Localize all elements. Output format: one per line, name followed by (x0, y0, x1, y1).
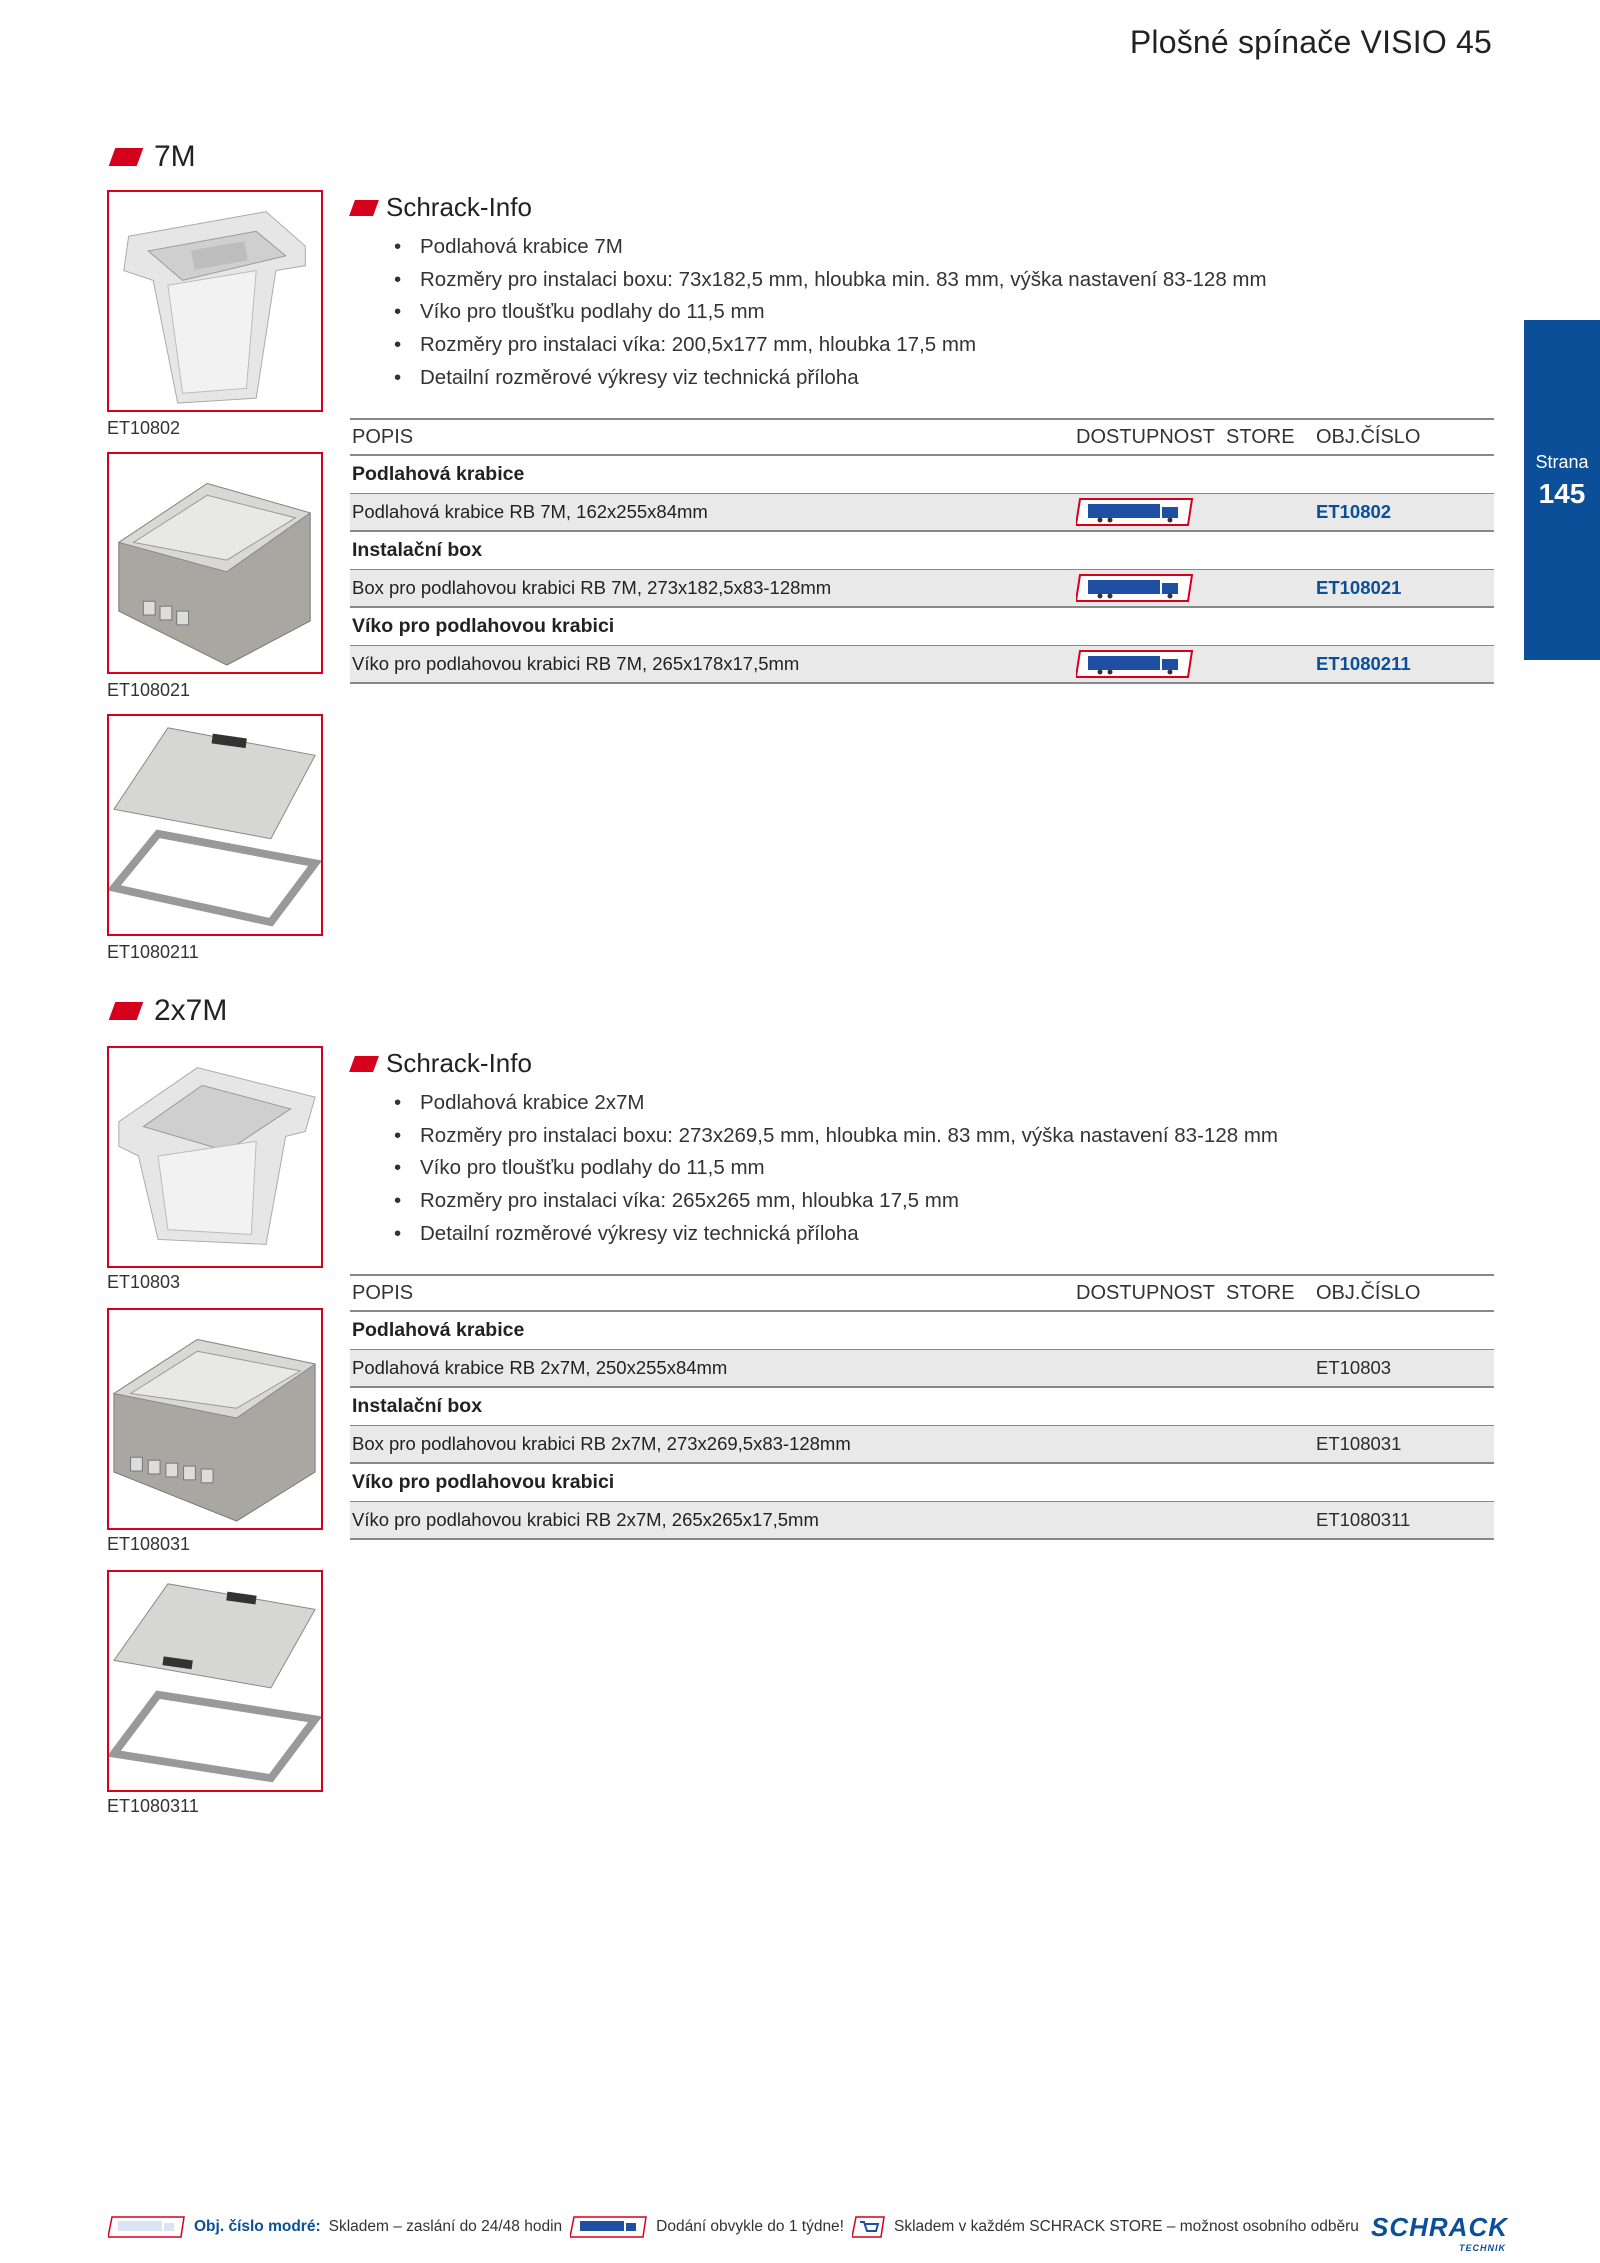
page-title: Plošné spínače VISIO 45 (1129, 24, 1492, 60)
logo-subtext: TECHNIK (1459, 2242, 1506, 2253)
info-title (352, 1048, 1492, 1079)
table-category-row (350, 1388, 1494, 1426)
category-label: Víko pro podlahovou krabici (352, 1471, 615, 1493)
col-header-store: STORE (1226, 1281, 1295, 1304)
info-bullet: • Detailní rozměrové výkresy viz technická příloha (394, 362, 1492, 395)
lid-image (109, 1572, 321, 1790)
info-title-text: Schrack-Info (386, 1048, 532, 1078)
info-bullet: • Rozměry pro instalaci víka: 265x265 mm, hloubka 17,5 mm (394, 1185, 1492, 1218)
product-image-floor-box[interactable] (107, 1046, 323, 1268)
product-image-label: ET10802 (107, 418, 181, 438)
delivery-truck-icon (570, 2215, 648, 2239)
info-bullet: • Rozměry pro instalaci víka: 200,5x177 mm, hloubka 17,5 mm (394, 329, 1492, 362)
info-bullets (394, 231, 1492, 395)
order-number-link[interactable]: ET10802 (1316, 501, 1392, 522)
page-footer (108, 2210, 1508, 2253)
col-header-dostupnost: DOSTUPNOST (1076, 1281, 1215, 1304)
product-image-installation-box[interactable] (107, 1308, 323, 1530)
logo-text: SCHRACK (1371, 2211, 1508, 2242)
red-marker-icon (349, 200, 379, 216)
table-row[interactable] (350, 1502, 1494, 1540)
footer-legend-stock: Skladem – zaslání do 24/48 hodin (328, 2218, 563, 2235)
order-number[interactable]: ET1080311 (1316, 1509, 1411, 1530)
category-label: Instalační box (352, 539, 483, 561)
row-description: Víko pro podlahovou krabici RB 2x7M, 265x265x17,5mm (352, 1509, 819, 1530)
section-title: 2x7M (154, 994, 228, 1027)
table-category-row (350, 532, 1494, 570)
table-row[interactable] (350, 646, 1494, 684)
info-bullet: • Rozměry pro instalaci boxu: 73x182,5 mm, hloubka min. 83 mm, výška nastavení 83-128 mm (394, 264, 1492, 297)
page-number-tab (1524, 320, 1600, 660)
col-header-popis: POPIS (352, 425, 414, 448)
footer-legend-label: Obj. číslo modré: (194, 2218, 321, 2235)
product-image-label: ET10803 (107, 1272, 181, 1292)
col-header-store: STORE (1226, 425, 1295, 448)
schrack-info-2x7m (352, 1048, 1492, 1251)
red-marker-icon (109, 1002, 144, 1020)
row-description: Podlahová krabice RB 7M, 162x255x84mm (352, 501, 708, 522)
delivery-truck-icon (1076, 573, 1194, 603)
footer-legend-delivery: Dodání obvykle do 1 týdne! (656, 2218, 844, 2235)
info-bullet: • Rozměry pro instalaci boxu: 273x269,5 mm, hloubka min. 83 mm, výška nastavení 83-128 mm (394, 1120, 1492, 1153)
table-header (350, 1274, 1494, 1312)
availability-cell (1076, 573, 1226, 603)
row-description: Box pro podlahovou krabici RB 2x7M, 273x269,5x83-128mm (352, 1433, 851, 1454)
delivery-truck-icon (1076, 649, 1194, 679)
info-title (352, 192, 1492, 223)
red-marker-icon (109, 148, 144, 166)
col-header-popis: POPIS (352, 1281, 414, 1304)
floor-box-image (109, 1048, 321, 1266)
info-bullet: • Podlahová krabice 7M (394, 231, 1492, 264)
product-table-7m (350, 418, 1494, 684)
row-description: Box pro podlahovou krabici RB 7M, 273x182,5x83-128mm (352, 577, 832, 598)
schrack-logo (1371, 2211, 1508, 2253)
product-image-floor-box[interactable] (107, 190, 323, 412)
col-header-obj: OBJ.ČÍSLO (1316, 1281, 1421, 1304)
table-header (350, 418, 1494, 456)
table-category-row (350, 1312, 1494, 1350)
product-image-label: ET108021 (107, 680, 191, 700)
lid-image (109, 716, 321, 934)
table-row[interactable] (350, 494, 1494, 532)
delivery-truck-icon (1076, 497, 1194, 527)
store-cart-icon (852, 2215, 886, 2239)
info-title-text: Schrack-Info (386, 192, 532, 222)
category-label: Podlahová krabice (352, 463, 525, 485)
table-row[interactable] (350, 570, 1494, 608)
product-image-label: ET1080311 (107, 1796, 199, 1816)
page-number: 145 (1538, 478, 1586, 509)
row-description: Podlahová krabice RB 2x7M, 250x255x84mm (352, 1357, 728, 1378)
product-image-installation-box[interactable] (107, 452, 323, 674)
product-table-2x7m (350, 1274, 1494, 1540)
stock-truck-icon (108, 2215, 186, 2239)
order-number-link[interactable]: ET1080211 (1316, 653, 1411, 674)
table-row[interactable] (350, 1426, 1494, 1464)
installation-box-image (109, 454, 321, 672)
info-bullet: • Podlahová krabice 2x7M (394, 1087, 1492, 1120)
footer-legend-store: Skladem v každém SCHRACK STORE – možnost osobního odběru (894, 2218, 1359, 2235)
page-label: Strana (1535, 452, 1589, 472)
product-image-label: ET1080211 (107, 942, 199, 962)
schrack-info-7m (352, 192, 1492, 395)
section-heading-2x7m (112, 994, 227, 1028)
order-number[interactable]: ET108031 (1316, 1433, 1402, 1454)
table-category-row (350, 1464, 1494, 1502)
order-number-link[interactable]: ET108021 (1316, 577, 1402, 598)
table-row[interactable] (350, 1350, 1494, 1388)
info-bullet: • Detailní rozměrové výkresy viz technická příloha (394, 1218, 1492, 1251)
category-label: Víko pro podlahovou krabici (352, 615, 615, 637)
availability-cell (1076, 497, 1226, 527)
floor-box-image (109, 192, 321, 410)
info-bullets (394, 1087, 1492, 1251)
order-number[interactable]: ET10803 (1316, 1357, 1392, 1378)
red-marker-icon (349, 1056, 379, 1072)
category-label: Podlahová krabice (352, 1319, 525, 1341)
installation-box-image (109, 1310, 321, 1528)
col-header-obj: OBJ.ČÍSLO (1316, 425, 1421, 448)
product-image-lid[interactable] (107, 714, 323, 936)
row-description: Víko pro podlahovou krabici RB 7M, 265x178x17,5mm (352, 653, 800, 674)
product-image-label: ET108031 (107, 1534, 191, 1554)
section-heading-7m (112, 140, 196, 174)
category-label: Instalační box (352, 1395, 483, 1417)
section-title: 7M (154, 140, 196, 173)
table-category-row (350, 608, 1494, 646)
info-bullet: • Víko pro tloušťku podlahy do 11,5 mm (394, 1152, 1492, 1185)
table-category-row (350, 456, 1494, 494)
info-bullet: • Víko pro tloušťku podlahy do 11,5 mm (394, 296, 1492, 329)
col-header-dostupnost: DOSTUPNOST (1076, 425, 1215, 448)
product-image-lid[interactable] (107, 1570, 323, 1792)
availability-cell (1076, 649, 1226, 679)
